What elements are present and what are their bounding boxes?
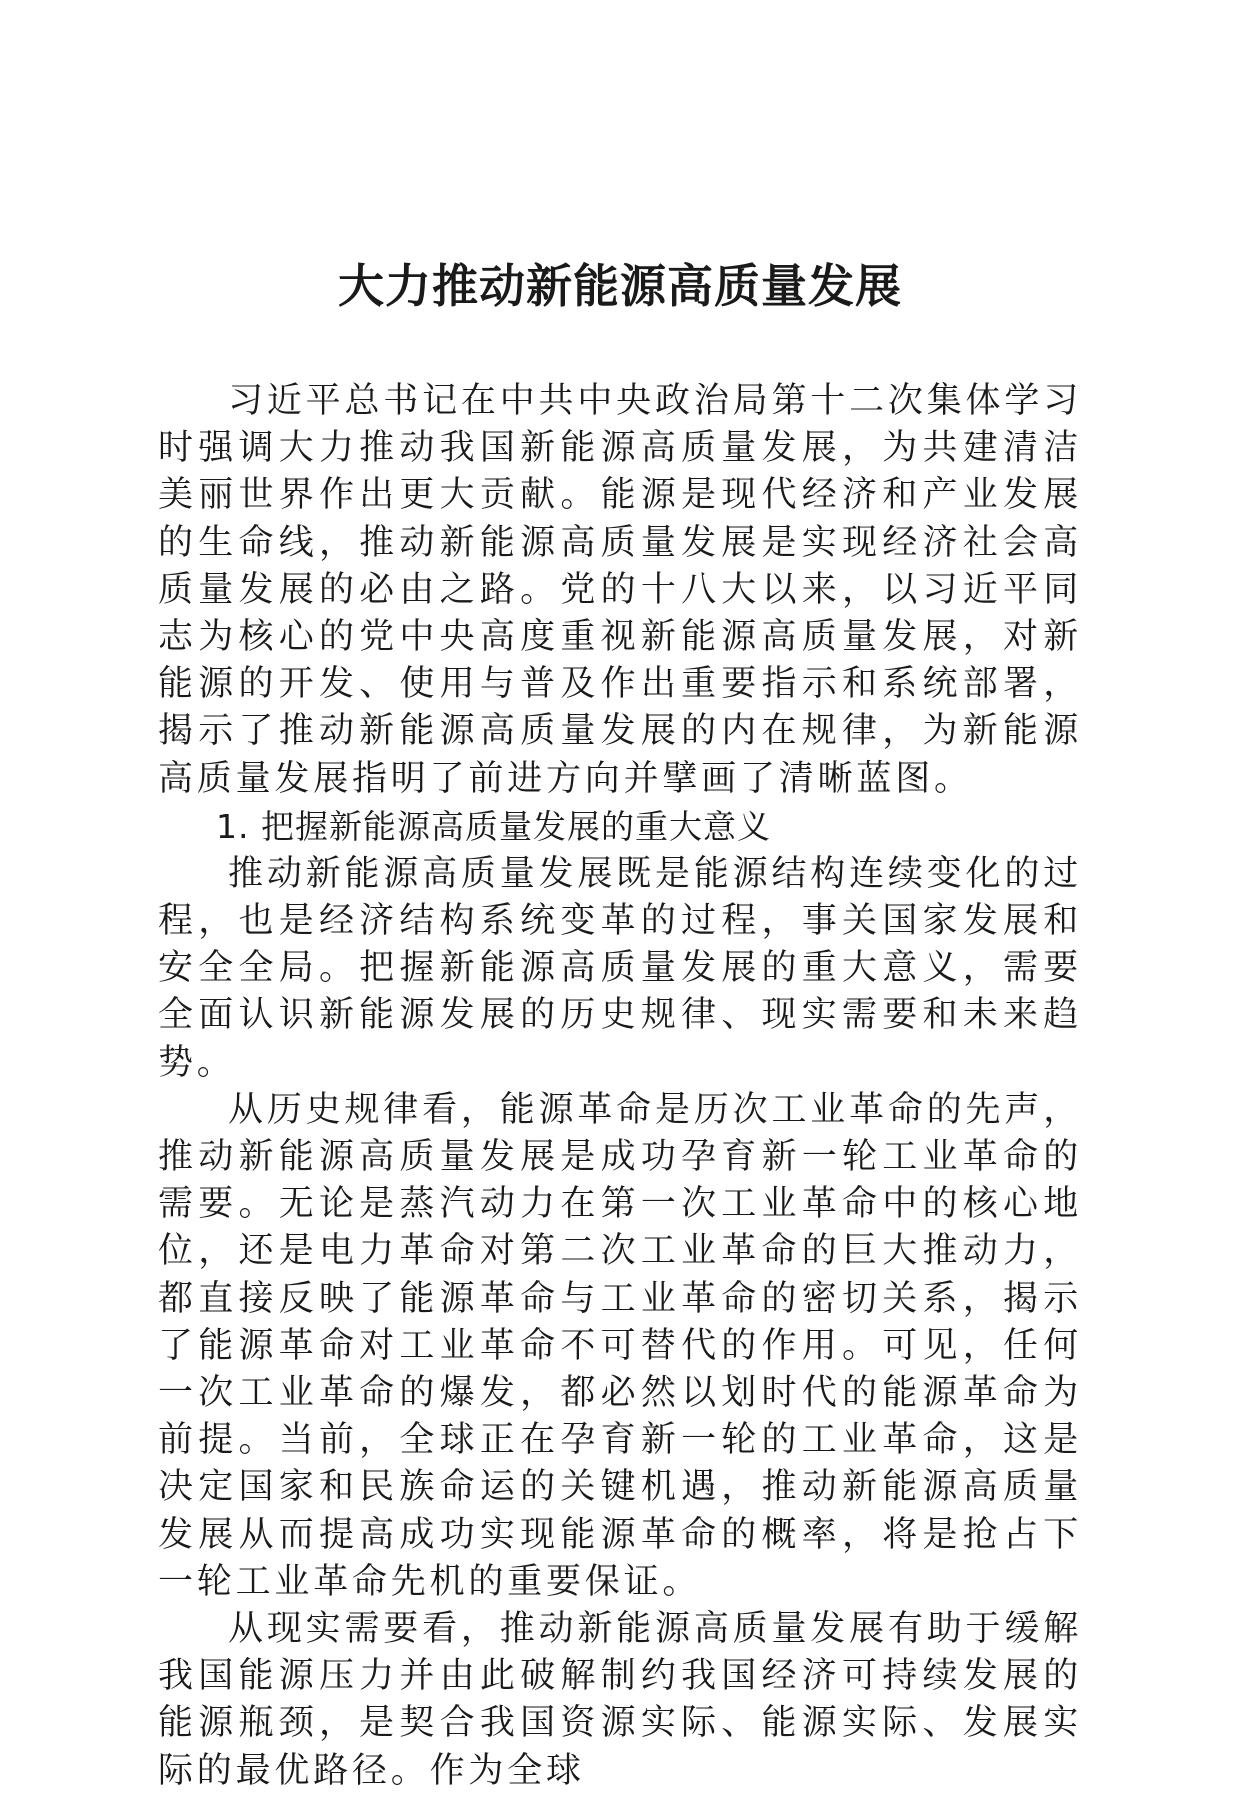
intro-paragraph: 习近平总书记在中共中央政治局第十二次集体学习时强调大力推动我国新能源高质量发展，为共建清洁美丽世界作出更大贡献。能源是现代经济和产业发展的生命线，推动新能源高质量发展是实现经济社会高质量发展的必由之路。党的十八大以来，以习近平同志为核心的党中央高度重视新能源高质量发展，对新能源的开发、使用与普及作出重要指示和系统部署，揭示了推动新能源高质量发展的内在规律，为新能源高质量发展指明了前进方向并擘画了清晰蓝图。 (158, 381, 1082, 799)
body-paragraph: 从历史规律看，能源革命是历次工业革命的先声，推动新能源高质量发展是成功孕育新一轮工业革命的需要。无论是蒸汽动力在第一次工业革命中的核心地位，还是电力革命对第二次工业革命的巨大推动力，都直接反映了能源革命与工业革命的密切关系，揭示了能源革命对工业革命不可替代的作用。可见，任何一次工业革命的爆发，都必然以划时代的能源革命为前提。当前，全球正在孕育新一轮的工业革命，这是决定国家和民族命运的关键机遇，推动新能源高质量发展从而提高成功实现能源革命的概率，将是抢占下一轮工业革命先机的重要保证。 (158, 1089, 1082, 1602)
section-heading: 1. 把握新能源高质量发展的重大意义 (216, 806, 771, 846)
document-title: 大力推动新能源高质量发展 (338, 259, 902, 313)
document-body (158, 378, 1082, 1795)
body-paragraph: 推动新能源高质量发展既是能源结构连续变化的过程，也是经济结构系统变革的过程，事关国家发展和安全全局。把握新能源高质量发展的重大意义，需要全面认识新能源发展的历史规律、现实需要和未来趋势。 (158, 853, 1082, 1083)
body-paragraph: 从现实需要看，推动新能源高质量发展有助于缓解我国能源压力并由此破解制约我国经济可持续发展的能源瓶颈，是契合我国资源实际、能源实际、发展实际的最优路径。作为全球 (158, 1609, 1082, 1791)
